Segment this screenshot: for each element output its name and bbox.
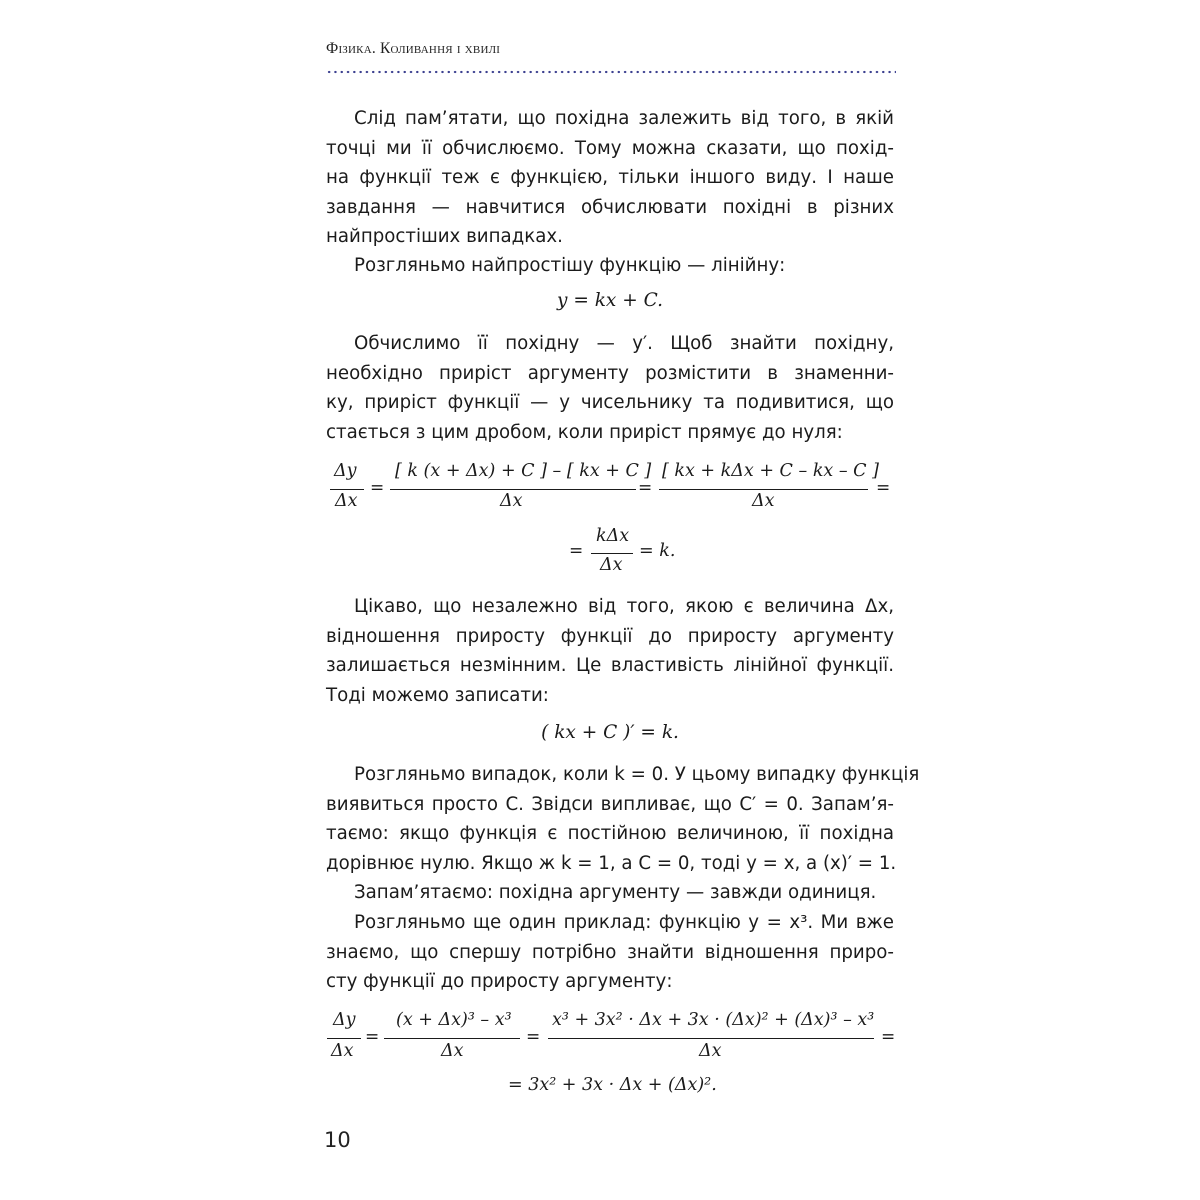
text-line: Слід пам’ятати, що похідна залежить від того, в якій — [354, 108, 894, 129]
equals-sign: = — [569, 541, 584, 561]
text-line: завдання — навчитися обчислювати похідні в різних — [326, 196, 894, 218]
fraction-numerator: Δy — [334, 461, 357, 481]
equals-sign: = — [876, 478, 891, 498]
text-line: Розгляньмо випадок, коли k = 0. У цьому випадку функція — [354, 764, 920, 785]
page-number: 10 — [324, 1128, 351, 1152]
fraction-numerator: Δy — [333, 1010, 356, 1030]
text-line: Обчислимо її похідну — y′. Щоб знайти похідну, — [354, 333, 894, 354]
text-line: сту функції до приросту аргументу: — [326, 971, 673, 992]
paragraph-6 — [326, 878, 894, 908]
fraction-denominator: Δx — [699, 1041, 722, 1061]
result-line: = 3x² + 3x · Δx + (Δx)². — [508, 1075, 717, 1095]
equals-sign: = — [365, 1027, 380, 1047]
text-line: відношення приросту функції до приросту аргументу — [326, 625, 894, 647]
fraction-numerator: [ kx + kΔx + C – kx – C ] — [662, 461, 879, 481]
text-line: виявиться просто C. Звідси випливає, що C′ = 0. Запам’я- — [326, 793, 894, 815]
text-line: дорівнює нулю. Якщо ж k = 1, а C = 0, тоді y = x, а (x)′ = 1. — [326, 852, 897, 874]
text-line: таємо: якщо функція є постійною величиною, її похідна — [326, 823, 894, 844]
text-line: найпростіших випадках. — [326, 226, 563, 247]
text-line: Розгляньмо найпростішу функцію — лінійну: — [354, 255, 786, 276]
text-line: точці ми її обчислюємо. Тому можна сказати, що похід- — [326, 137, 894, 159]
paragraph-3 — [326, 329, 894, 447]
equals-sign: = — [638, 478, 653, 498]
paragraph-5 — [326, 760, 920, 878]
paragraph-2 — [326, 251, 894, 281]
fraction-denominator: Δx — [331, 1041, 354, 1061]
fraction-bar — [548, 1038, 874, 1039]
result-tail: = k. — [639, 541, 676, 561]
fraction-denominator: Δx — [600, 555, 623, 575]
formula-linear-function: y = kx + C. — [557, 290, 663, 311]
fraction-bar — [384, 1038, 520, 1039]
running-header: Фізика. Коливання і хвилі — [326, 40, 501, 57]
text-line: Розгляньмо ще один приклад: функцію y = x³. Ми вже — [354, 912, 894, 933]
text-line: Цікаво, що незалежно від того, якою є величина Δx, — [354, 596, 894, 617]
fraction-denominator: Δx — [335, 491, 358, 511]
fraction-numerator: x³ + 3x² · Δx + 3x · (Δx)² + (Δx)³ – x³ — [552, 1010, 875, 1030]
equals-sign: = — [370, 478, 385, 498]
header-dotted-rule — [326, 70, 896, 74]
paragraph-1 — [326, 104, 894, 252]
fraction-numerator: [ k (x + Δx) + C ] – [ kx + C ] — [395, 461, 652, 481]
paragraph-7 — [326, 908, 894, 997]
text-line: необхідно приріст аргументу розмістити в знаменни- — [326, 362, 894, 384]
fraction-numerator: kΔx — [596, 526, 630, 546]
equals-sign: = — [526, 1027, 541, 1047]
text-line: на функції теж є функцією, тільки іншого виду. І наше — [326, 167, 894, 188]
text-line: залишається незмінним. Це властивість лінійної функції. — [326, 655, 894, 676]
fraction-denominator: Δx — [441, 1041, 464, 1061]
fraction-denominator: Δx — [752, 491, 775, 511]
formula-linear-derivative-result: ( kx + C )′ = k. — [541, 722, 679, 743]
fraction-denominator: Δx — [500, 491, 523, 511]
text-line: Тоді можемо записати: — [326, 684, 549, 706]
fraction-bar — [327, 1038, 361, 1039]
text-line: стається з цим дробом, коли приріст прямує до нуля: — [326, 421, 843, 443]
text-line: знаємо, що спершу потрібно знайти відношення приро- — [326, 941, 894, 963]
text-line: Запам’ятаємо: похідна аргументу — завжди одиниця. — [354, 882, 877, 903]
equals-sign: = — [881, 1027, 896, 1047]
fraction-numerator: (x + Δx)³ – x³ — [396, 1010, 512, 1030]
text-line: ку, приріст функції — у чисельнику та подивитися, що — [326, 392, 894, 413]
paragraph-4 — [326, 592, 894, 710]
